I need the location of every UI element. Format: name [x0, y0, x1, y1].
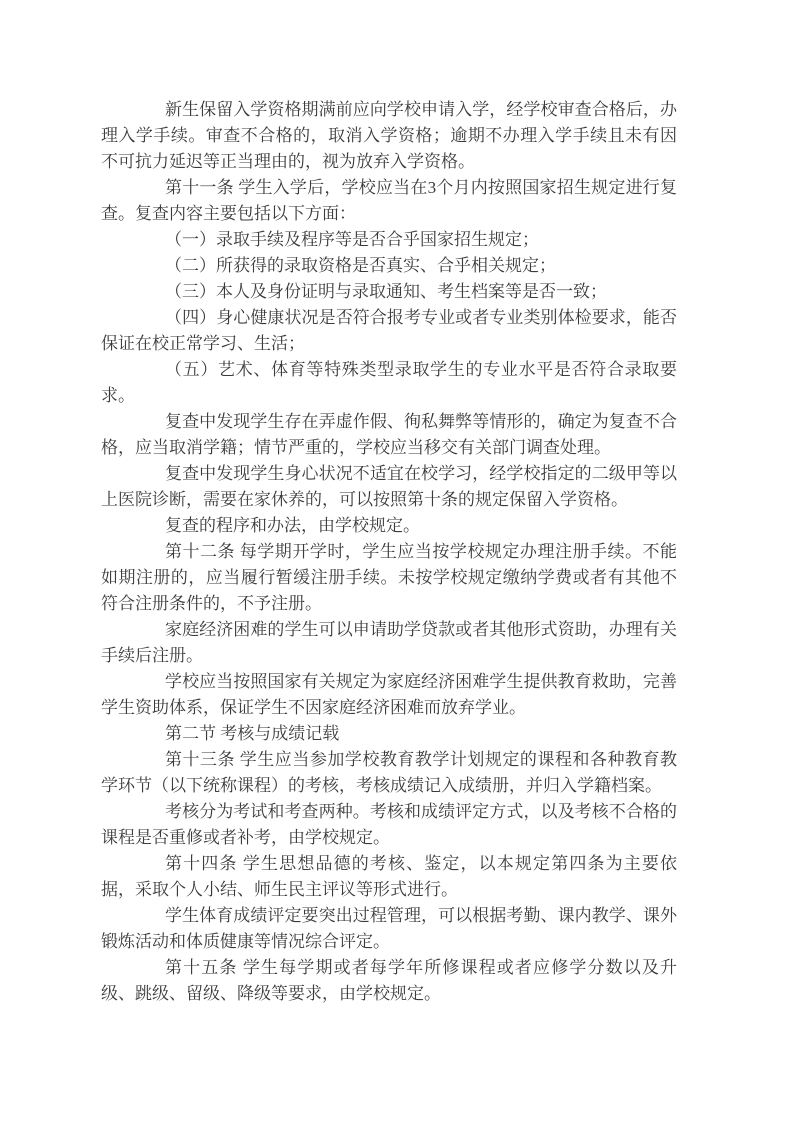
para-new-student-enrollment: 新生保留入学资格期满前应向学校申请入学，经学校审查合格后，办理入学手续。审查不合格的，取消入学资格；逾期不办理入学手续且未有因不可抗力延迟等正当理由的，视为放弃入学资格。: [101, 100, 677, 171]
article-11-item-5: （五）艺术、体育等特殊类型录取学生的专业水平是否符合录取要求。: [101, 360, 677, 405]
article-11-item-4: （四）身心健康状况是否符合报考专业或者专业类别体检要求，能否保证在校正常学习、生活；: [101, 308, 677, 353]
article-11-item-2: （二）所获得的录取资格是否真实、合乎相关规定；: [165, 256, 556, 275]
article-12-registration: 第十二条 每学期开学时，学生应当按学校规定办理注册手续。不能如期注册的，应当履行暂缓注册手续。未按学校规定缴纳学费或者有其他不符合注册条件的，不予注册。: [101, 542, 677, 613]
article-11-fraud-clause: 复查中发现学生存在弄虚作假、徇私舞弊等情形的，确定为复查不合格，应当取消学籍；情节严重的，学校应当移交有关部门调查处理。: [101, 412, 677, 457]
article-11-item-3: （三）本人及身份证明与录取通知、考生档案等是否一致；: [165, 282, 607, 301]
article-14-moral-assessment: 第十四条 学生思想品德的考核、鉴定，以本规定第四条为主要依据，采取个人小结、师生民主评议等形式进行。: [101, 854, 677, 899]
article-13-course-assessment: 第十三条 学生应当参加学校教育教学计划规定的课程和各种教育教学环节（以下统称课程）的考核，考核成绩记入成绩册，并归入学籍档案。: [101, 750, 677, 795]
section-2-heading: 第二节 考核与成绩记载: [165, 724, 340, 743]
article-15-course-requirements: 第十五条 学生每学期或者每学年所修课程或者应修学分数以及升级、跳级、留级、降级等要求，由学校规定。: [101, 958, 677, 1003]
article-12-financial-aid: 家庭经济困难的学生可以申请助学贷款或者其他形式资助，办理有关手续后注册。: [101, 620, 677, 665]
page-content: [101, 97, 677, 1007]
article-11-intro: 第十一条 学生入学后，学校应当在3个月内按照国家招生规定进行复查。复查内容主要包括以下方面：: [101, 178, 677, 223]
article-11-health-clause: 复查中发现学生身心状况不适宜在校学习，经学校指定的二级甲等以上医院诊断，需要在家休养的，可以按照第十条的规定保留入学资格。: [101, 464, 677, 509]
article-11-procedure-clause: 复查的程序和办法，由学校规定。: [165, 516, 420, 535]
article-14-pe-assessment: 学生体育成绩评定要突出过程管理，可以根据考勤、课内教学、课外锻炼活动和体质健康等情况综合评定。: [101, 906, 677, 951]
article-12-education-assistance: 学校应当按照国家有关规定为家庭经济困难学生提供教育救助，完善学生资助体系，保证学生不因家庭经济困难而放弃学业。: [101, 672, 677, 717]
article-13-exam-types: 考核分为考试和考查两种。考核和成绩评定方式，以及考核不合格的课程是否重修或者补考，由学校规定。: [101, 802, 677, 847]
article-11-item-1: （一）录取手续及程序等是否合乎国家招生规定；: [165, 230, 539, 249]
